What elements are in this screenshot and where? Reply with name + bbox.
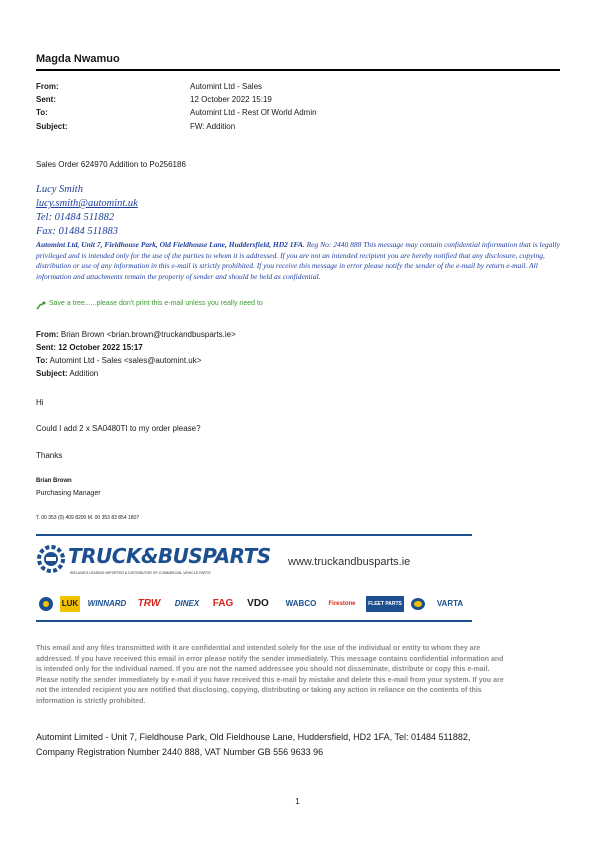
header-rule bbox=[36, 69, 560, 71]
truck-bus-parts-banner bbox=[36, 532, 472, 624]
brand-fleet-parts: FLEET PARTS bbox=[366, 596, 404, 612]
brand-winnard: WINNARD bbox=[87, 599, 127, 608]
message-phone-line: T. 00 353 (0) 409 8200 M. 00 353 83 854 1807 bbox=[36, 515, 140, 521]
signature-email-link[interactable]: lucy.smith@automint.uk bbox=[36, 198, 138, 209]
message-closing: Thanks bbox=[36, 451, 63, 460]
message-sender-name: Brian Brown bbox=[36, 478, 72, 484]
header-label: Sent: bbox=[36, 95, 56, 104]
legal-notice: This email and any files transmitted with it are confidential and intended solely for the use of the individual or entity to whom they are addressed. If you have received this email in error please notify the sender immediately. This message contains confidential information and is intended only for the individual named. If you are not the named addressee you should not disseminate, distribute or copy this e-mail. Please notify the sender immediately by e-mail if you have received this e-mail by mistake and delete this e-mail from your system. If you are not the intended recipient you are notified that disclosing, copying, distributing or taking any action in reliance on the contents of this information is strictly prohibited. bbox=[36, 645, 504, 705]
brand-fag: FAG bbox=[212, 598, 234, 609]
company-footer-line2: Company Registration Number 2440 888, VAT Number GB 556 9633 96 bbox=[36, 747, 324, 757]
signature-tel: Tel: 01484 511882 bbox=[36, 212, 115, 223]
banner-brand-strip bbox=[36, 596, 472, 612]
company-footer-line1: Automint Limited - Unit 7, Fieldhouse Park, Old Fieldhouse Lane, Huddersfield, HD2 1FA, Tel: 01484 511882, bbox=[36, 732, 471, 742]
banner-brand-title: TRUCK&BUSPARTS bbox=[68, 544, 271, 568]
gear-truck-logo-icon bbox=[36, 544, 66, 574]
signature-fax: Fax: 01484 511883 bbox=[36, 226, 119, 237]
banner-tagline: IRELAND'S LEADING IMPORTER & DISTRIBUTOR OF COMMERCIAL VEHICLE PARTS bbox=[70, 571, 211, 575]
message-greeting: Hi bbox=[36, 398, 44, 407]
signature-disclaimer-text: . Reg No: 2440 888 This message may contain confidential information that is legally privileged and is intended only for the use of the parties to whom it is addressed. If you are not an intended recipient you are hereby notified that any disclosure, copying, distribution or use of any information in this e-mail is strictly prohibited. If you receive this message in error please notify the sender of the e-mail by return e-mail. All information and attachments remain the property of sender and should be held as confidential. bbox=[36, 240, 560, 281]
header-value: FW: Addition bbox=[190, 122, 236, 131]
mailbox-owner-name: Magda Nwamuo bbox=[36, 53, 120, 65]
message-body: Could I add 2 x SA0480TI to my order please? bbox=[36, 424, 201, 433]
signature-company: Automint Ltd, Unit 7, Fieldhouse Park, Old Fieldhouse Lane, Huddersfield, HD2 1FA bbox=[36, 240, 303, 249]
brand-wabco: WABCO bbox=[285, 599, 317, 608]
header-value: 12 October 2022 15:19 bbox=[190, 95, 272, 104]
page-number: 1 bbox=[295, 797, 300, 806]
signature-name: Lucy Smith bbox=[36, 184, 83, 195]
brand-varta: VARTA bbox=[436, 599, 464, 608]
brand-luk: LUK bbox=[60, 596, 80, 612]
forwarded-subject bbox=[36, 369, 98, 378]
cog-brand-icon bbox=[38, 596, 54, 612]
brand-vdo: VDO bbox=[247, 598, 269, 609]
forwarded-from-value: Brian Brown <brian.brown@truckandbusparts.ie> bbox=[60, 330, 236, 339]
header-value: Automint Ltd - Rest Of World Admin bbox=[190, 108, 317, 117]
banner-website: www.truckandbusparts.ie bbox=[288, 556, 411, 568]
header-label: To: bbox=[36, 108, 48, 117]
header-label: Subject: bbox=[36, 122, 68, 131]
forwarded-subject-label: Subject: bbox=[36, 369, 68, 378]
brand-firestone: Firestone bbox=[328, 601, 356, 607]
forwarded-to-value: Automint Ltd - Sales <sales@automint.uk> bbox=[49, 356, 202, 365]
save-tree-text: Save a tree......please don't print this e-mail unless you really need to bbox=[49, 300, 263, 307]
sales-order-line: Sales Order 624970 Addition to Po256186 bbox=[36, 160, 186, 169]
forwarded-to bbox=[36, 356, 201, 365]
header-label: From: bbox=[36, 82, 59, 91]
tree-icon bbox=[36, 301, 46, 310]
signature-disclaimer bbox=[36, 240, 560, 282]
forwarded-sent bbox=[36, 343, 143, 352]
forwarded-to-label: To: bbox=[36, 356, 48, 365]
brand-dinex: DINEX bbox=[174, 599, 200, 608]
hella-brand-icon bbox=[410, 596, 426, 612]
forwarded-sent-value: 12 October 2022 15:17 bbox=[58, 343, 143, 352]
message-sender-title: Purchasing Manager bbox=[36, 490, 101, 497]
forwarded-sent-label: Sent: bbox=[36, 343, 56, 352]
forwarded-from bbox=[36, 330, 236, 339]
banner-bottom-line bbox=[36, 620, 472, 622]
banner-top-line bbox=[36, 534, 472, 536]
header-value: Automint Ltd - Sales bbox=[190, 82, 263, 91]
forwarded-from-label: From: bbox=[36, 330, 59, 339]
brand-trw: TRW bbox=[137, 598, 161, 609]
forwarded-subject-value: Addition bbox=[69, 369, 99, 378]
